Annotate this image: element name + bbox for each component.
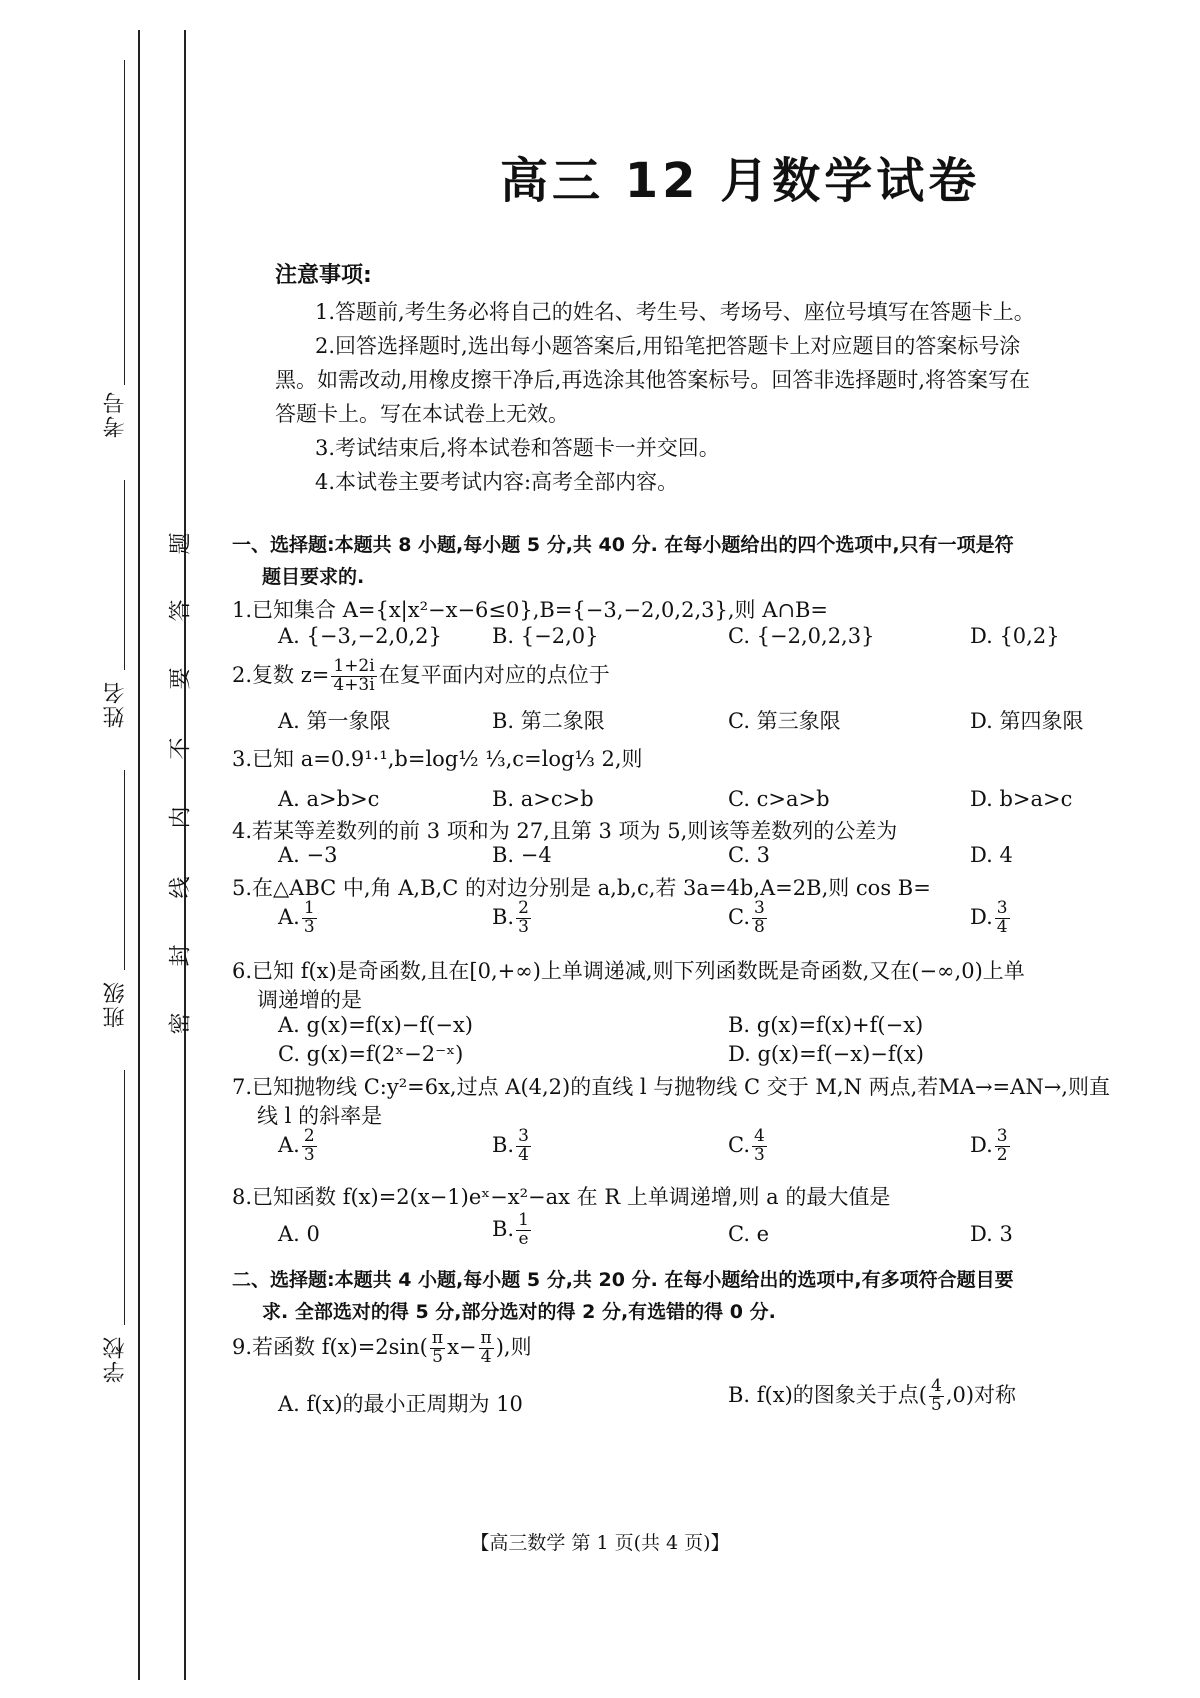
seal-char: 题 bbox=[168, 532, 194, 555]
q7-a-letter: A. bbox=[278, 1132, 300, 1157]
q4-option-b: B. −4 bbox=[492, 843, 552, 867]
notice-line: 2.回答选择题时,选出每小题答案后,用铅笔把答题卡上对应题目的答案标号涂 bbox=[315, 334, 1021, 358]
q5-a-fraction bbox=[302, 900, 317, 937]
q9-num-1: π bbox=[431, 1328, 444, 1348]
seal-char: 答 bbox=[168, 599, 194, 622]
q8-b-den: e bbox=[518, 1228, 529, 1249]
section2-heading: 二、选择题:本题共 4 小题,每小题 5 分,共 20 分. 在每小题给出的选项中,有多项符合题目要 bbox=[232, 1269, 1014, 1291]
notice-heading: 注意事项: bbox=[275, 263, 372, 288]
q7-b-num: 3 bbox=[518, 1126, 529, 1146]
q5-a-letter: A. bbox=[278, 904, 300, 929]
school-label: 学校 bbox=[103, 1335, 128, 1383]
q9-num-2: π bbox=[480, 1328, 492, 1348]
class-label: 班级 bbox=[103, 980, 128, 1028]
q5-c-num: 3 bbox=[754, 898, 765, 918]
section1-heading-cont: 题目要求的. bbox=[262, 566, 365, 588]
section1-heading: 一、选择题:本题共 8 小题,每小题 5 分,共 40 分. 在每小题给出的四个选项中,只有一项是符 bbox=[232, 534, 1014, 556]
q5-a-den: 3 bbox=[303, 916, 315, 937]
q7-option-a bbox=[278, 1128, 319, 1165]
q9-mid: x− bbox=[447, 1334, 477, 1359]
q6-option-d: D. g(x)=f(−x)−f(x) bbox=[728, 1042, 924, 1066]
seal-char: 密 bbox=[168, 1012, 194, 1035]
q5-option-b bbox=[492, 900, 533, 937]
q7-d-fraction bbox=[995, 1128, 1010, 1165]
name-label: 姓名 bbox=[103, 680, 128, 728]
q3-option-d: D. b>a>c bbox=[970, 787, 1073, 811]
name-line bbox=[124, 480, 125, 670]
q3-option-a: A. a>b>c bbox=[278, 787, 380, 811]
q8-option-b bbox=[492, 1212, 533, 1249]
q9-option-b bbox=[728, 1378, 1016, 1415]
q2-numerator: 1+2i bbox=[333, 656, 375, 676]
q4-option-a: A. −3 bbox=[278, 843, 338, 867]
q5-option-a bbox=[278, 900, 319, 937]
q7-option-b bbox=[492, 1128, 533, 1165]
q1-option-d: D. {0,2} bbox=[970, 624, 1060, 648]
notice-line: 答题卡上。写在本试卷上无效。 bbox=[275, 402, 569, 426]
q3-option-b: B. a>c>b bbox=[492, 787, 594, 811]
q9-fraction-2 bbox=[479, 1330, 494, 1367]
q2-fraction bbox=[331, 658, 376, 695]
q2-option-b: B. 第二象限 bbox=[492, 709, 605, 733]
q9-fraction-1 bbox=[430, 1330, 445, 1367]
notice-line: 黑。如需改动,用橡皮擦干净后,再选涂其他答案标号。回答非选择题时,将答案写在 bbox=[275, 368, 1031, 392]
q7-stem: 7.已知抛物线 C:y²=6x,过点 A(4,2)的直线 l 与抛物线 C 交于 M,N 两点,若MA→=AN→,则直 bbox=[232, 1075, 1110, 1099]
q5-a-num: 1 bbox=[303, 898, 315, 918]
q7-stem-cont: 线 l 的斜率是 bbox=[257, 1104, 383, 1128]
q5-c-den: 8 bbox=[754, 916, 765, 937]
q9-post: ),则 bbox=[495, 1334, 532, 1359]
q8-b-letter: B. bbox=[492, 1216, 515, 1241]
q6-option-a: A. g(x)=f(x)−f(−x) bbox=[278, 1013, 473, 1037]
notice-line: 4.本试卷主要考试内容:高考全部内容。 bbox=[315, 470, 679, 494]
q1-stem: 1.已知集合 A={x|x²−x−6≤0},B={−3,−2,0,2,3},则 A∩B= bbox=[232, 598, 828, 622]
q1-option-c: C. {−2,0,2,3} bbox=[728, 624, 875, 648]
q5-d-fraction bbox=[995, 900, 1010, 937]
q5-c-letter: C. bbox=[728, 904, 750, 929]
q5-stem: 5.在△ABC 中,角 A,B,C 的对边分别是 a,b,c,若 3a=4b,A=2B,则 cos B= bbox=[232, 876, 931, 900]
q8-b-num: 1 bbox=[518, 1210, 529, 1230]
q3-option-c: C. c>a>b bbox=[728, 787, 830, 811]
notice-line: 3.考试结束后,将本试卷和答题卡一并交回。 bbox=[315, 436, 720, 460]
page-footer: 【高三数学 第 1 页(共 4 页)】 bbox=[470, 1532, 730, 1554]
q5-b-letter: B. bbox=[492, 904, 515, 929]
q5-b-fraction bbox=[516, 900, 531, 937]
q6-option-c: C. g(x)=f(2ˣ−2⁻ˣ) bbox=[278, 1042, 464, 1066]
margin-inner-rule bbox=[184, 30, 186, 1680]
q9-option-a: A. f(x)的最小正周期为 10 bbox=[278, 1392, 523, 1416]
q7-b-den: 4 bbox=[518, 1144, 529, 1165]
q7-b-letter: B. bbox=[492, 1132, 515, 1157]
q8-option-d: D. 3 bbox=[970, 1222, 1013, 1246]
q1-option-a: A. {−3,−2,0,2} bbox=[278, 624, 442, 648]
class-line bbox=[124, 770, 125, 970]
section2-heading-cont: 求. 全部选对的得 5 分,部分选对的得 2 分,有选错的得 0 分. bbox=[262, 1301, 776, 1323]
q7-d-letter: D. bbox=[970, 1132, 993, 1157]
q5-option-c bbox=[728, 900, 769, 937]
q6-option-b: B. g(x)=f(x)+f(−x) bbox=[728, 1013, 924, 1037]
school-line bbox=[124, 1070, 125, 1325]
q8-b-fraction bbox=[516, 1212, 531, 1249]
q5-d-num: 3 bbox=[996, 898, 1008, 918]
q8-option-c: C. e bbox=[728, 1222, 770, 1246]
q5-c-fraction bbox=[752, 900, 767, 937]
seal-char: 封 bbox=[168, 944, 194, 967]
q5-option-d bbox=[970, 900, 1012, 937]
seal-char: 线 bbox=[168, 876, 194, 899]
q7-a-fraction bbox=[302, 1128, 317, 1165]
margin-outer-rule bbox=[138, 30, 140, 1680]
seal-char: 不 bbox=[168, 737, 194, 760]
q7-c-num: 4 bbox=[754, 1126, 765, 1146]
q6-stem-cont: 调递增的是 bbox=[257, 988, 362, 1012]
q9-pre: 9.若函数 f(x)=2sin( bbox=[232, 1334, 428, 1359]
exam-no-line bbox=[124, 60, 125, 385]
q5-b-den: 3 bbox=[518, 916, 529, 937]
q6-stem: 6.已知 f(x)是奇函数,且在[0,+∞)上单调递减,则下列函数既是奇函数,又在(−∞,0)上单 bbox=[232, 959, 1025, 983]
q4-stem: 4.若某等差数列的前 3 项和为 27,且第 3 项为 5,则该等差数列的公差为 bbox=[232, 819, 898, 843]
q7-b-fraction bbox=[516, 1128, 531, 1165]
q7-c-fraction bbox=[752, 1128, 767, 1165]
q7-a-num: 2 bbox=[303, 1126, 315, 1146]
q4-option-d: D. 4 bbox=[970, 843, 1013, 867]
q7-c-letter: C. bbox=[728, 1132, 750, 1157]
page-title: 高三 12 月数学试卷 bbox=[500, 153, 981, 209]
q9-stem bbox=[232, 1330, 532, 1367]
q7-d-den: 2 bbox=[996, 1144, 1008, 1165]
q9-b-post: ,0)对称 bbox=[945, 1382, 1017, 1407]
q9-b-fraction bbox=[929, 1378, 944, 1415]
q2-stem-pre: 2.复数 z= bbox=[232, 662, 330, 687]
q3-stem: 3.已知 a=0.9¹·¹,b=log½ ⅓,c=log⅓ 2,则 bbox=[232, 747, 643, 771]
q2-option-d: D. 第四象限 bbox=[970, 709, 1084, 733]
q2-option-a: A. 第一象限 bbox=[278, 709, 391, 733]
q5-d-letter: D. bbox=[970, 904, 993, 929]
q2-stem-post: 在复平面内对应的点位于 bbox=[378, 662, 610, 687]
q7-option-c bbox=[728, 1128, 769, 1165]
q9-b-den: 5 bbox=[930, 1394, 942, 1415]
q8-option-a: A. 0 bbox=[278, 1222, 320, 1246]
q9-den-1: 5 bbox=[432, 1346, 443, 1367]
q5-d-den: 4 bbox=[996, 916, 1008, 937]
seal-char: 要 bbox=[168, 667, 194, 690]
q9-b-num: 4 bbox=[930, 1376, 942, 1396]
q5-b-num: 2 bbox=[518, 898, 529, 918]
q2-stem bbox=[232, 658, 610, 695]
q9-b-pre: B. f(x)的图象关于点( bbox=[728, 1382, 927, 1407]
q7-a-den: 3 bbox=[303, 1144, 315, 1165]
q2-denominator: 4+3i bbox=[333, 674, 375, 695]
seal-char: 内 bbox=[168, 806, 194, 829]
q7-d-num: 3 bbox=[996, 1126, 1008, 1146]
q7-option-d bbox=[970, 1128, 1012, 1165]
q7-c-den: 3 bbox=[754, 1144, 765, 1165]
notice-line: 1.答题前,考生务必将自己的姓名、考生号、考场号、座位号填写在答题卡上。 bbox=[315, 300, 1035, 324]
q9-den-2: 4 bbox=[480, 1346, 492, 1367]
q4-option-c: C. 3 bbox=[728, 843, 771, 867]
exam-no-label: 考号 bbox=[103, 390, 128, 438]
q1-option-b: B. {−2,0} bbox=[492, 624, 599, 648]
q2-option-c: C. 第三象限 bbox=[728, 709, 841, 733]
q8-stem: 8.已知函数 f(x)=2(x−1)eˣ−x²−ax 在 R 上单调递增,则 a 的最大值是 bbox=[232, 1185, 891, 1209]
